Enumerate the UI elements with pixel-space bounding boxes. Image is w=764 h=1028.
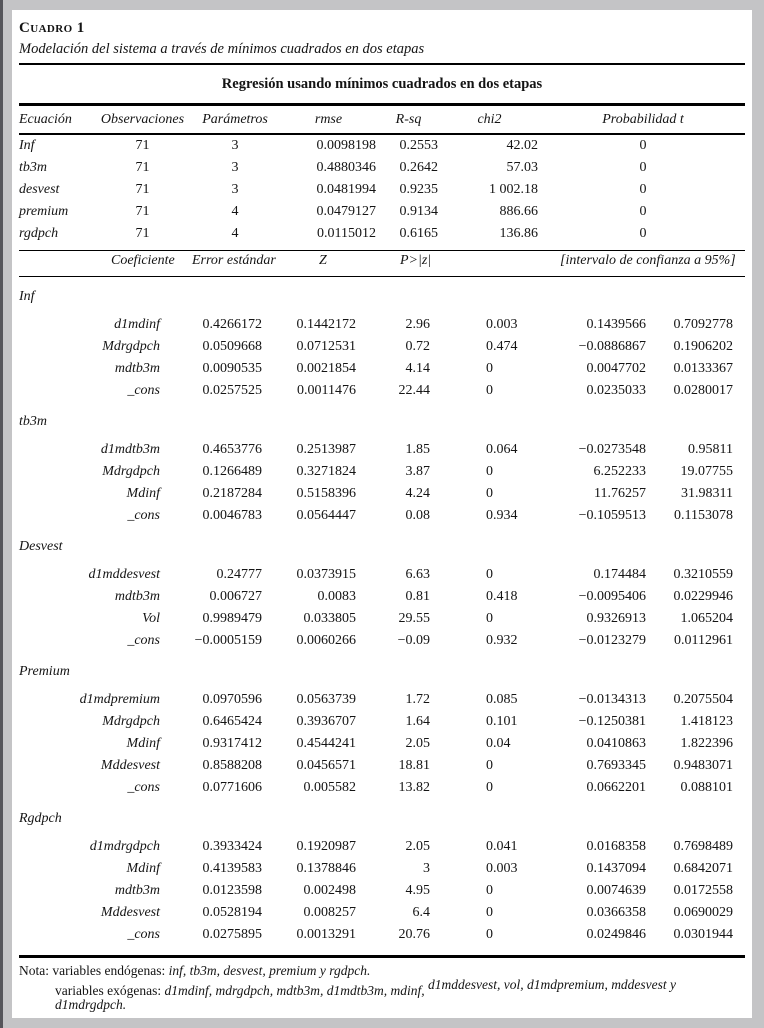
- coefficient-value: 0.9989479: [202, 611, 262, 626]
- divider-under-subtitle: [19, 63, 745, 65]
- summary-table-row: [19, 179, 745, 201]
- z-value: 13.82: [398, 780, 430, 795]
- equation-section: [19, 536, 745, 652]
- z-value: 1.85: [405, 442, 430, 457]
- z-value: 3: [423, 861, 430, 876]
- probability-value: 0: [639, 138, 647, 153]
- p-value: 0: [486, 780, 493, 795]
- column-header-observaciones: Observaciones: [96, 106, 189, 134]
- coefficient-value: 0.6465424: [202, 714, 262, 729]
- ci-upper-value: 0.7698489: [673, 839, 733, 854]
- ci-lower-value: 0.0047702: [586, 361, 646, 376]
- coefficient-value: 0.0528194: [202, 905, 262, 920]
- summary-table-body: [19, 134, 745, 251]
- ci-upper-value: 0.7092778: [673, 317, 733, 332]
- ci-upper-value: 1.418123: [680, 714, 733, 729]
- z-value: 2.05: [405, 736, 430, 751]
- variable-name: Mdinf: [126, 861, 160, 876]
- rsq-value: 0.9134: [399, 204, 438, 219]
- column-header-error-estandar: Error estándar: [192, 253, 276, 268]
- ci-upper-value: 0.0229946: [673, 589, 733, 604]
- observations-value: 71: [135, 204, 150, 219]
- coefficient-value: 0.0090535: [202, 361, 262, 376]
- p-value: 0: [486, 361, 493, 376]
- coefficient-value: 0.0257525: [202, 383, 262, 398]
- z-value: 2.05: [405, 839, 430, 854]
- summary-table-row: [19, 157, 745, 179]
- note-label-endogenas: Nota: variables endógenas:: [19, 963, 169, 978]
- ci-upper-value: 1.065204: [680, 611, 733, 626]
- equation-section: [19, 286, 745, 402]
- column-header-ecuacion: Ecuación: [19, 106, 96, 134]
- variable-name: Mdinf: [126, 486, 160, 501]
- variable-name: _cons: [127, 508, 160, 523]
- rmse-value: 0.0479127: [316, 204, 376, 219]
- ci-upper-value: 31.98311: [681, 486, 733, 501]
- coefficient-value: 0.1266489: [202, 464, 262, 479]
- ci-lower-value: 0.7693345: [586, 758, 646, 773]
- ci-upper-value: 0.088101: [680, 780, 733, 795]
- column-header-chi2: chi2: [441, 106, 541, 134]
- coefficient-row: [19, 608, 745, 630]
- std-error-value: 0.008257: [303, 905, 356, 920]
- ci-lower-value: 11.76257: [594, 486, 646, 501]
- coefficient-value: 0.2187284: [202, 486, 262, 501]
- z-value: 0.72: [405, 339, 430, 354]
- coefficient-row: [19, 380, 745, 402]
- parameters-value: 4: [231, 204, 239, 219]
- rmse-value: 0.0115012: [317, 226, 376, 241]
- chi2-value: 886.66: [499, 204, 538, 219]
- std-error-value: 0.2513987: [296, 442, 356, 457]
- note-label-exogenas: variables exógenas:: [55, 983, 165, 998]
- coefficient-row: [19, 461, 745, 483]
- summary-table-row: [19, 201, 745, 223]
- std-error-value: 0.002498: [303, 883, 356, 898]
- coefficient-row: [19, 924, 745, 946]
- ci-lower-value: −0.1059513: [578, 508, 646, 523]
- ci-lower-value: −0.1250381: [578, 714, 646, 729]
- std-error-value: 0.1442172: [296, 317, 356, 332]
- coefficient-row: [19, 630, 745, 652]
- coefficient-row: [19, 439, 745, 461]
- ci-lower-value: −0.0273548: [578, 442, 646, 457]
- variable-name: d1mdrgdpch: [89, 839, 160, 854]
- coefficient-row: [19, 564, 745, 586]
- rsq-value: 0.2642: [399, 160, 438, 175]
- std-error-value: 0.3936707: [296, 714, 356, 729]
- std-error-value: 0.0083: [317, 589, 356, 604]
- variable-name: Mddesvest: [100, 905, 160, 920]
- coefficient-value: 0.24777: [216, 567, 262, 582]
- variable-name: d1mdtb3m: [100, 442, 160, 457]
- coefficient-table-body: [19, 564, 745, 652]
- coefficient-table-body: [19, 689, 745, 799]
- coefficient-row: [19, 836, 745, 858]
- parameters-value: 3: [231, 182, 239, 197]
- table-number-label: Cuadro 1: [19, 20, 85, 36]
- z-value: 3.87: [405, 464, 430, 479]
- ci-lower-value: −0.0123279: [578, 633, 646, 648]
- z-value: 18.81: [398, 758, 430, 773]
- coefficient-table-header: [19, 251, 745, 277]
- coefficient-table-body: [19, 439, 745, 527]
- coefficient-value: 0.4653776: [202, 442, 262, 457]
- coefficient-value: 0.0046783: [202, 508, 262, 523]
- coefficient-value: 0.0509668: [202, 339, 262, 354]
- equation-name: Inf: [19, 138, 35, 153]
- coefficient-table: [19, 314, 745, 402]
- ci-upper-value: 0.0133367: [673, 361, 733, 376]
- coefficient-value: 0.006727: [209, 589, 262, 604]
- note-endogenas-variables: inf, tb3m, desvest, premium y rgdpch.: [168, 963, 371, 978]
- variable-name: Mdrgdpch: [102, 339, 160, 354]
- p-value: 0: [486, 758, 493, 773]
- coefficient-table: [19, 439, 745, 527]
- coefficient-row: [19, 711, 745, 733]
- probability-value: 0: [639, 226, 647, 241]
- chi2-value: 136.86: [499, 226, 538, 241]
- variable-name: d1mddesvest: [88, 567, 160, 582]
- equation-name: desvest: [19, 182, 60, 197]
- note-line-exogenas: [55, 977, 745, 1021]
- z-value: 0.08: [405, 508, 430, 523]
- z-value: −0.09: [397, 633, 430, 648]
- p-value: 0.474: [486, 339, 518, 354]
- ci-lower-value: 0.0662201: [586, 780, 646, 795]
- p-value: 0.04: [486, 736, 511, 751]
- ci-lower-value: 0.9326913: [586, 611, 646, 626]
- coefficient-row: [19, 755, 745, 777]
- variable-name: mdtb3m: [114, 361, 160, 376]
- equation-section: [19, 808, 745, 946]
- summary-table-row: [19, 134, 745, 157]
- coefficient-value: 0.8588208: [202, 758, 262, 773]
- ci-lower-value: 0.174484: [593, 567, 646, 582]
- std-error-value: 0.0060266: [296, 633, 356, 648]
- note-exogenas-variables-raised: d1mddesvest, vol, d1mdpremium, mddesvest y d1mdrgdpch.: [55, 977, 677, 1012]
- rmse-value: 0.0481994: [316, 182, 376, 197]
- coefficient-table: [19, 689, 745, 799]
- p-value: 0.064: [486, 442, 518, 457]
- std-error-value: 0.3271824: [296, 464, 356, 479]
- ci-upper-value: 0.0301944: [673, 927, 733, 942]
- column-header-p-value: P>|z|: [400, 253, 432, 268]
- std-error-value: 0.1378846: [296, 861, 356, 876]
- coefficient-value: −0.0005159: [194, 633, 262, 648]
- z-value: 1.72: [405, 692, 430, 707]
- p-value: 0.003: [486, 861, 518, 876]
- p-value: 0: [486, 883, 493, 898]
- ci-upper-value: 0.3210559: [673, 567, 733, 582]
- ci-lower-value: 6.252233: [593, 464, 646, 479]
- ci-lower-value: 0.0410863: [586, 736, 646, 751]
- variable-name: mdtb3m: [114, 589, 160, 604]
- variable-name: _cons: [127, 633, 160, 648]
- ci-lower-value: 0.0366358: [586, 905, 646, 920]
- equation-section-name: Inf: [19, 289, 35, 304]
- rsq-value: 0.9235: [399, 182, 438, 197]
- z-value: 4.95: [405, 883, 430, 898]
- equation-section-name: tb3m: [19, 414, 47, 429]
- equation-name: rgdpch: [19, 226, 59, 241]
- std-error-value: 0.4544241: [296, 736, 356, 751]
- p-value: 0: [486, 611, 493, 626]
- summary-table: [19, 106, 745, 251]
- coefficient-row: [19, 689, 745, 711]
- summary-table-row: [19, 223, 745, 251]
- rsq-value: 0.2553: [399, 138, 438, 153]
- z-value: 4.14: [405, 361, 430, 376]
- ci-upper-value: 0.0112961: [674, 633, 733, 648]
- ci-lower-value: 0.0074639: [586, 883, 646, 898]
- p-value: 0.934: [486, 508, 518, 523]
- ci-upper-value: 0.0280017: [673, 383, 733, 398]
- equation-section: [19, 411, 745, 527]
- coefficient-row: [19, 902, 745, 924]
- z-value: 6.4: [412, 905, 430, 920]
- document-page: [12, 10, 752, 1018]
- equation-section-name: Premium: [19, 664, 70, 679]
- ci-lower-value: −0.0886867: [578, 339, 646, 354]
- p-value: 0: [486, 567, 493, 582]
- coefficient-value: 0.0771606: [202, 780, 262, 795]
- std-error-value: 0.033805: [303, 611, 356, 626]
- ci-upper-value: 19.07755: [680, 464, 733, 479]
- ci-upper-value: 0.0172558: [673, 883, 733, 898]
- p-value: 0.101: [486, 714, 518, 729]
- coefficient-row: [19, 314, 745, 336]
- z-value: 1.64: [405, 714, 430, 729]
- equation-name: tb3m: [19, 160, 47, 175]
- column-header-rmse: rmse: [281, 106, 379, 134]
- ci-upper-value: 0.1153078: [674, 508, 733, 523]
- variable-name: Mdrgdpch: [102, 714, 160, 729]
- probability-value: 0: [639, 160, 647, 175]
- observations-value: 71: [135, 160, 150, 175]
- observations-value: 71: [135, 138, 150, 153]
- equation-section-name: Rgdpch: [19, 811, 62, 826]
- z-value: 6.63: [405, 567, 430, 582]
- ci-lower-value: 0.0249846: [586, 927, 646, 942]
- ci-upper-value: 0.0690029: [673, 905, 733, 920]
- std-error-value: 0.5158396: [296, 486, 356, 501]
- ci-lower-value: 0.1439566: [586, 317, 646, 332]
- coefficient-table-body: [19, 836, 745, 946]
- rsq-value: 0.6165: [399, 226, 438, 241]
- parameters-value: 4: [231, 226, 239, 241]
- chi2-value: 1 002.18: [489, 182, 538, 197]
- variable-name: mdtb3m: [114, 883, 160, 898]
- p-value: 0: [486, 486, 493, 501]
- variable-name: Vol: [142, 611, 160, 626]
- p-value: 0.003: [486, 317, 518, 332]
- observations-value: 71: [135, 226, 150, 241]
- coefficient-value: 0.4266172: [202, 317, 262, 332]
- z-value: 4.24: [405, 486, 430, 501]
- column-header-confidence-interval: [intervalo de confianza a 95%]: [560, 253, 736, 268]
- column-header-rsq: R-sq: [379, 106, 441, 134]
- divider-thick-bottom: [19, 955, 745, 958]
- variable-name: _cons: [127, 927, 160, 942]
- coefficient-table-body: [19, 314, 745, 402]
- std-error-value: 0.0712531: [296, 339, 356, 354]
- z-value: 2.96: [405, 317, 430, 332]
- ci-upper-value: 0.6842071: [673, 861, 733, 876]
- chi2-value: 57.03: [506, 160, 538, 175]
- std-error-value: 0.0456571: [296, 758, 356, 773]
- coefficient-table: [19, 836, 745, 946]
- coefficient-row: [19, 858, 745, 880]
- probability-value: 0: [639, 182, 647, 197]
- parameters-value: 3: [231, 160, 239, 175]
- p-value: 0: [486, 905, 493, 920]
- table-note: [19, 961, 745, 1021]
- equation-name: premium: [19, 204, 69, 219]
- std-error-value: 0.0013291: [296, 927, 356, 942]
- ci-lower-value: −0.0134313: [578, 692, 646, 707]
- coefficient-row: [19, 483, 745, 505]
- coefficient-table: [19, 564, 745, 652]
- coefficient-value: 0.0123598: [202, 883, 262, 898]
- column-header-parametros: Parámetros: [189, 106, 281, 134]
- p-value: 0: [486, 464, 493, 479]
- std-error-value: 0.0021854: [296, 361, 356, 376]
- z-value: 29.55: [398, 611, 430, 626]
- std-error-value: 0.0564447: [296, 508, 356, 523]
- column-header-probabilidad-t: Probabilidad t: [541, 106, 745, 134]
- z-value: 22.44: [398, 383, 430, 398]
- std-error-value: 0.0011476: [297, 383, 356, 398]
- variable-name: Mdinf: [126, 736, 160, 751]
- coefficient-row: [19, 358, 745, 380]
- coefficient-value: 0.0970596: [202, 692, 262, 707]
- ci-lower-value: −0.0095406: [578, 589, 646, 604]
- p-value: 0: [486, 383, 493, 398]
- ci-upper-value: 0.9483071: [673, 758, 733, 773]
- variable-name: Mdrgdpch: [102, 464, 160, 479]
- note-exogenas-variables: d1mdinf, mdrgdpch, mdtb3m, d1mdtb3m, mdinf,: [164, 983, 428, 998]
- summary-table-header: [19, 106, 745, 134]
- probability-value: 0: [639, 204, 647, 219]
- coefficient-row: [19, 505, 745, 527]
- p-value: 0.418: [486, 589, 518, 604]
- table-subtitle: Modelación del sistema a través de mínimos cuadrados en dos etapas: [19, 41, 425, 57]
- coefficient-row: [19, 586, 745, 608]
- ci-upper-value: 0.95811: [688, 442, 733, 457]
- coefficient-row: [19, 336, 745, 358]
- z-value: 20.76: [398, 927, 430, 942]
- chi2-value: 42.02: [506, 138, 538, 153]
- column-header-coeficiente: Coeficiente: [111, 253, 175, 268]
- variable-name: _cons: [127, 383, 160, 398]
- ci-lower-value: 0.1437094: [586, 861, 646, 876]
- column-header-z: Z: [319, 253, 327, 268]
- table-title: Regresión usando mínimos cuadrados en dos etapas: [221, 76, 543, 92]
- rmse-value: 0.4880346: [316, 160, 376, 175]
- variable-name: _cons: [127, 780, 160, 795]
- ci-upper-value: 1.822396: [680, 736, 733, 751]
- equation-section-name: Desvest: [19, 539, 63, 554]
- coefficient-value: 0.3933424: [202, 839, 262, 854]
- observations-value: 71: [135, 182, 150, 197]
- ci-lower-value: 0.0168358: [586, 839, 646, 854]
- equation-section: [19, 661, 745, 799]
- ci-lower-value: 0.0235033: [586, 383, 646, 398]
- std-error-value: 0.1920987: [296, 839, 356, 854]
- p-value: 0.041: [486, 839, 518, 854]
- std-error-value: 0.0563739: [296, 692, 356, 707]
- coefficient-value: 0.0275895: [202, 927, 262, 942]
- variable-name: d1mdpremium: [79, 692, 160, 707]
- variable-name: d1mdinf: [114, 317, 160, 332]
- rmse-value: 0.0098198: [316, 138, 376, 153]
- ci-upper-value: 0.2075504: [673, 692, 733, 707]
- p-value: 0: [486, 927, 493, 942]
- parameters-value: 3: [231, 138, 239, 153]
- coefficient-sections: [19, 286, 745, 946]
- ci-upper-value: 0.1906202: [673, 339, 733, 354]
- std-error-value: 0.0373915: [296, 567, 356, 582]
- coefficient-row: [19, 880, 745, 902]
- p-value: 0.085: [486, 692, 518, 707]
- p-value: 0.932: [486, 633, 518, 648]
- coefficient-row: [19, 777, 745, 799]
- scan-edge-shadow: [0, 0, 3, 1028]
- coefficient-row: [19, 733, 745, 755]
- coefficient-value: 0.9317412: [202, 736, 262, 751]
- coefficient-value: 0.4139583: [202, 861, 262, 876]
- z-value: 0.81: [405, 589, 430, 604]
- std-error-value: 0.005582: [303, 780, 356, 795]
- variable-name: Mddesvest: [100, 758, 160, 773]
